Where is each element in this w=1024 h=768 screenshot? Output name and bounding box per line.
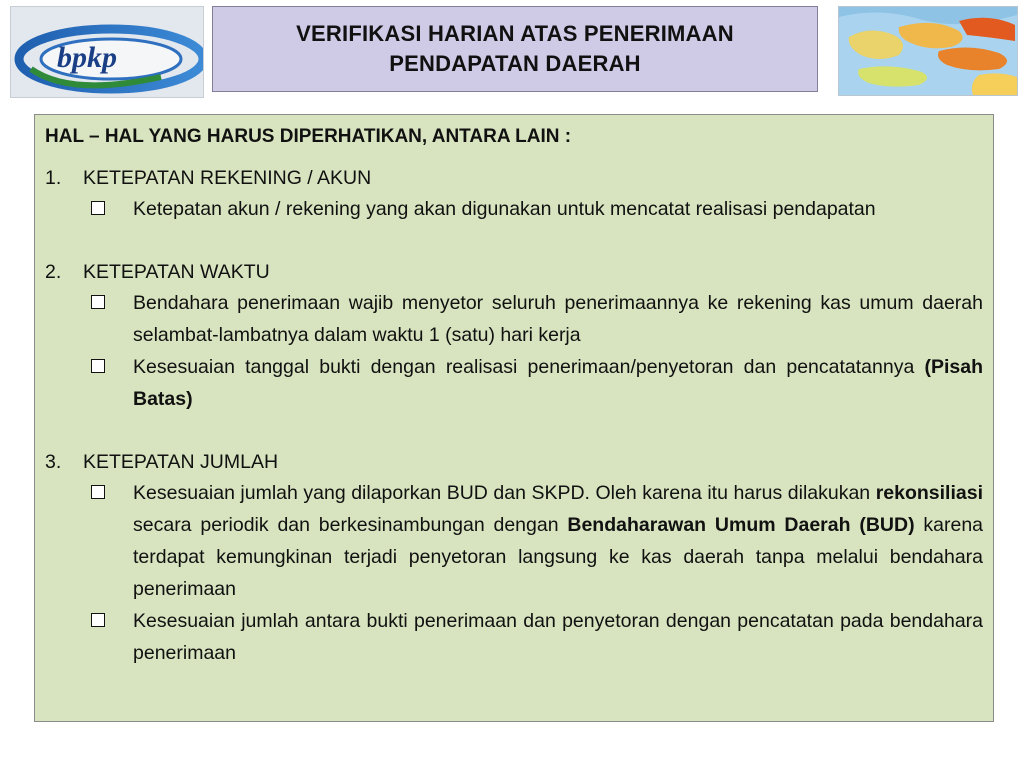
checkbox-bullet-icon (91, 359, 113, 373)
checkbox-bullet-icon (91, 295, 113, 309)
bullet-item (91, 477, 983, 605)
bullet-item (91, 351, 983, 415)
bullet-item (91, 287, 983, 351)
section-3 (45, 447, 983, 669)
bullet-text: Kesesuaian jumlah antara bukti penerimaan dan penyetoran dengan pencatatan pada bendahara penerimaan (133, 610, 983, 664)
bold-term-rekonsiliasi: rekonsiliasi (875, 482, 983, 504)
bullet-item (91, 605, 983, 669)
checkbox-bullet-icon (91, 613, 113, 627)
bullet-text: Kesesuaian jumlah yang dilaporkan BUD dan SKPD. Oleh karena itu harus dilakukan rekonsiliasi secara periodik dan berkesinambungan dengan Bendaharawan Umum Daerah (BUD) karena terdapat kemungkinan terjadi penyetoran langsung ke kas daerah tanpa melalui bendahara penerimaan (133, 482, 984, 600)
bullet-item (91, 193, 983, 225)
indonesia-map-image (838, 6, 1018, 96)
content-box (34, 114, 994, 722)
bold-term-pisah-batas: (Pisah Batas) (133, 356, 983, 410)
checkbox-bullet-icon (91, 201, 113, 215)
section-number: 3. (45, 451, 62, 473)
checkbox-bullet-icon (91, 485, 113, 499)
section-2 (45, 257, 983, 415)
section-title: KETEPATAN WAKTU (83, 261, 270, 283)
bullet-text: Ketepatan akun / rekening yang akan digunakan untuk mencatat realisasi pendapatan (133, 198, 876, 220)
section-number: 2. (45, 261, 62, 283)
slide-title-line-2: PENDAPATAN DAERAH (389, 51, 641, 76)
section-number: 1. (45, 167, 62, 189)
bullet-text: Bendahara penerimaan wajib menyetor seluruh penerimaannya ke rekening kas umum daerah selambat-lambatnya dalam waktu 1 (satu) hari kerja (133, 292, 983, 346)
bullet-text: Kesesuaian tanggal bukti dengan realisasi penerimaan/penyetoran dan pencatatannya (Pisah Batas) (133, 356, 983, 410)
section-title: KETEPATAN REKENING / AKUN (83, 167, 372, 189)
section-1 (45, 163, 983, 225)
section-title: KETEPATAN JUMLAH (83, 451, 279, 473)
slide-title-line-1: VERIFIKASI HARIAN ATAS PENERIMAAN (296, 21, 734, 46)
bpkp-logo (10, 6, 204, 98)
content-heading: HAL – HAL YANG HARUS DIPERHATIKAN, ANTARA LAIN : (45, 126, 572, 147)
slide-title-box (212, 6, 818, 92)
logo-text: bpkp (57, 41, 117, 74)
bold-term-bud: Bendaharawan Umum Daerah (BUD) (567, 514, 915, 536)
